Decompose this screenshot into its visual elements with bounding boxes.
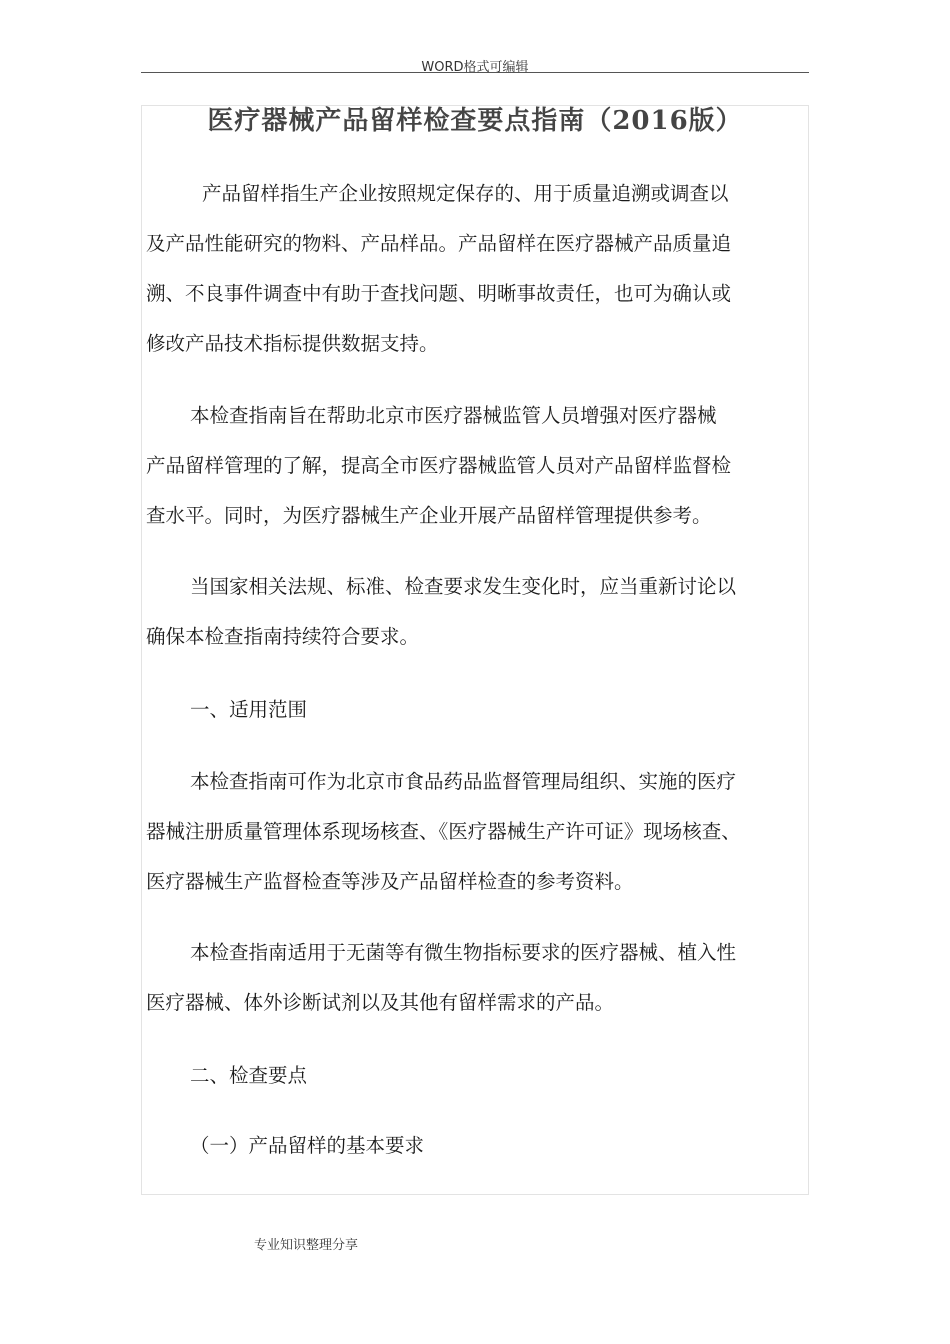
subsection-heading: （一）产品留样的基本要求 [190,1134,425,1157]
paragraph-line: 当国家相关法规、标准、检查要求发生变化时，应当重新讨论以 [190,575,737,598]
paragraph-line: 医疗器械生产监督检查等涉及产品留样检查的参考资料。 [146,870,634,893]
document-title: 医疗器械产品留样检查要点指南（2016版） [207,106,743,136]
paragraph-definition [146,169,818,369]
section-heading: 二、检查要点 [190,1064,308,1087]
paragraph-line: 器械注册质量管理体系现场核查、《医疗器械生产许可证》现场核查、 [146,820,741,843]
paragraph-line: 溯、不良事件调查中有助于查找问题、明晰事故责任，也可为确认或 [146,282,732,305]
page-footer: 专业知识整理分享 [254,1238,359,1253]
paragraph-line: 产品留样管理的了解，提高全市医疗器械监管人员对产品留样监督检 [146,454,732,477]
paragraph-line: 本检查指南可作为北京市食品药品监督管理局组织、实施的医疗 [190,770,737,793]
header-divider [141,72,809,73]
section-heading-scope [146,685,818,735]
paragraph-line: 及产品性能研究的物料、产品样品。产品留样在医疗器械产品质量追 [146,232,732,255]
paragraph-revision [146,562,818,662]
paragraph-purpose [146,391,818,541]
section-heading: 一、适用范围 [190,698,308,721]
paragraph-line: 医疗器械、体外诊断试剂以及其他有留样需求的产品。 [146,991,615,1014]
paragraph-line: 确保本检查指南持续符合要求。 [146,625,420,648]
paragraph-line: 本检查指南适用于无菌等有微生物指标要求的医疗器械、植入性 [190,941,737,964]
paragraph-line: 修改产品技术指标提供数据支持。 [146,332,439,355]
paragraph-line: 查水平。同时，为医疗器械生产企业开展产品留样管理提供参考。 [146,504,712,527]
paragraph-line: 本检查指南旨在帮助北京市医疗器械监管人员增强对医疗器械 [190,404,717,427]
page-header: WORD格式可编辑 [421,60,529,75]
section-heading-checkpoints [146,1051,818,1101]
paragraph-scope-products [146,928,818,1028]
paragraph-scope-usage [146,757,818,907]
subsection-heading-basic [146,1121,818,1171]
paragraph-line: 产品留样指生产企业按照规定保存的、用于质量追溯或调查以 [202,182,729,205]
